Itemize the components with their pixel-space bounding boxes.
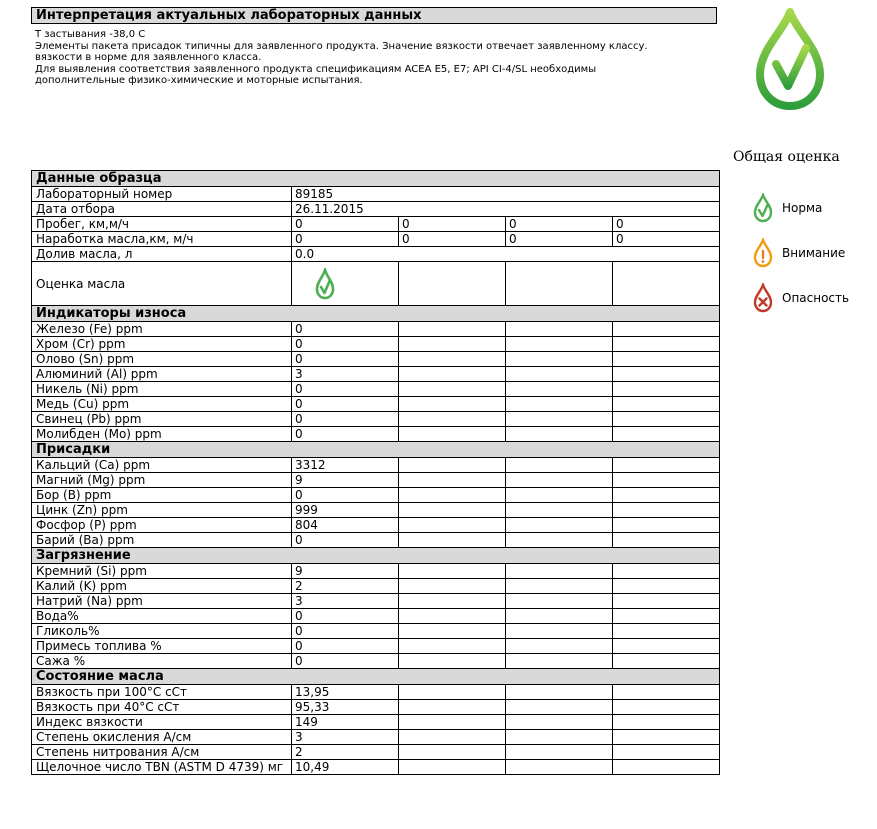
row-value: 804 <box>292 518 399 533</box>
empty-cell <box>506 473 613 488</box>
table-row <box>32 639 720 654</box>
empty-cell <box>399 533 506 548</box>
report-title: Интерпретация актуальных лабораторных данных <box>31 7 717 24</box>
empty-cell <box>506 427 613 442</box>
empty-cell <box>613 352 720 367</box>
interpretation-line: дополнительные физико-химические и моторные испытания. <box>35 75 363 86</box>
table-row <box>32 427 720 442</box>
empty-cell <box>506 352 613 367</box>
check-drop-icon <box>752 8 828 110</box>
table-row <box>32 760 720 775</box>
empty-cell <box>399 382 506 397</box>
legend-item-danger <box>752 283 849 313</box>
row-label: Алюминий (Al) ppm <box>32 367 292 382</box>
row-label: Хром (Cr) ppm <box>32 337 292 352</box>
interpretation-line: Т застывания -38,0 С <box>35 29 146 40</box>
empty-cell <box>506 579 613 594</box>
table-row <box>32 609 720 624</box>
legend-item-norm <box>752 193 822 223</box>
table-row <box>32 382 720 397</box>
row-value: 2 <box>292 579 399 594</box>
check-drop-icon <box>314 268 336 300</box>
legend-label: Внимание <box>782 246 846 260</box>
section-header-sample <box>32 171 720 187</box>
row-value: 3 <box>292 730 399 745</box>
empty-cell <box>613 337 720 352</box>
overall-rating-title: Общая оценка <box>733 149 840 165</box>
empty-cell <box>613 715 720 730</box>
legend-item-warning <box>752 238 845 268</box>
empty-cell <box>613 412 720 427</box>
empty-cell <box>506 382 613 397</box>
empty-cell <box>399 624 506 639</box>
row-value: 0 <box>613 217 720 232</box>
table-row <box>32 367 720 382</box>
table-row <box>32 397 720 412</box>
empty-cell <box>506 730 613 745</box>
empty-cell <box>399 367 506 382</box>
row-label: Никель (Ni) ppm <box>32 382 292 397</box>
table-row <box>32 564 720 579</box>
row-label: Свинец (Pb) ppm <box>32 412 292 427</box>
row-label: Магний (Mg) ppm <box>32 473 292 488</box>
empty-cell <box>506 700 613 715</box>
empty-cell <box>613 639 720 654</box>
empty-cell <box>506 518 613 533</box>
row-value: 3 <box>292 367 399 382</box>
empty-cell <box>613 730 720 745</box>
row-label: Натрий (Na) ppm <box>32 594 292 609</box>
row-label: Дата отбора <box>32 202 292 217</box>
row-label: Сажа % <box>32 654 292 669</box>
empty-cell <box>399 700 506 715</box>
interpretation-line: вязкости в норме для заявленного класса. <box>35 52 262 63</box>
table-row <box>32 337 720 352</box>
row-value: 0 <box>292 609 399 624</box>
empty-cell <box>613 367 720 382</box>
empty-cell <box>506 458 613 473</box>
table-row <box>32 202 720 217</box>
empty-cell <box>399 397 506 412</box>
empty-cell <box>613 685 720 700</box>
section-header-wear <box>32 306 720 322</box>
row-value: 999 <box>292 503 399 518</box>
empty-cell <box>506 639 613 654</box>
row-value: 9 <box>292 564 399 579</box>
section-header-oil-condition <box>32 669 720 685</box>
row-label: Железо (Fe) ppm <box>32 322 292 337</box>
empty-cell <box>506 594 613 609</box>
table-row <box>32 247 720 262</box>
empty-cell <box>399 352 506 367</box>
empty-cell <box>399 503 506 518</box>
table-row <box>32 579 720 594</box>
table-row <box>32 352 720 367</box>
section-title: Присадки <box>32 442 720 458</box>
table-row <box>32 473 720 488</box>
empty-cell <box>399 473 506 488</box>
section-header-additives <box>32 442 720 458</box>
empty-cell <box>506 397 613 412</box>
legend-label: Норма <box>782 201 823 215</box>
empty-cell <box>613 594 720 609</box>
row-value: 149 <box>292 715 399 730</box>
empty-cell <box>506 654 613 669</box>
row-value: 0 <box>292 322 399 337</box>
empty-cell <box>506 262 613 306</box>
row-value: 3 <box>292 594 399 609</box>
empty-cell <box>399 730 506 745</box>
empty-cell <box>613 397 720 412</box>
empty-cell <box>613 700 720 715</box>
empty-cell <box>399 745 506 760</box>
table-row <box>32 232 720 247</box>
row-value: 0 <box>399 232 506 247</box>
empty-cell <box>399 337 506 352</box>
empty-cell <box>613 382 720 397</box>
section-header-contamination <box>32 548 720 564</box>
row-value: 0 <box>292 217 399 232</box>
empty-cell <box>399 262 506 306</box>
row-value: 0 <box>506 232 613 247</box>
row-label: Цинк (Zn) ppm <box>32 503 292 518</box>
empty-cell <box>506 322 613 337</box>
empty-cell <box>613 488 720 503</box>
table-row <box>32 715 720 730</box>
empty-cell <box>613 533 720 548</box>
empty-cell <box>506 745 613 760</box>
section-title: Индикаторы износа <box>32 306 720 322</box>
row-label: Щелочное число TBN (ASTM D 4739) мг <box>32 760 292 775</box>
warning-drop-icon <box>752 238 774 268</box>
empty-cell <box>506 533 613 548</box>
row-value: 0 <box>292 624 399 639</box>
table-row <box>32 503 720 518</box>
row-label: Фосфор (P) ppm <box>32 518 292 533</box>
empty-cell <box>399 715 506 730</box>
legend-label: Опасность <box>782 291 850 305</box>
row-label: Кремний (Si) ppm <box>32 564 292 579</box>
table-row-oil-rating <box>32 262 720 306</box>
table-row <box>32 458 720 473</box>
table-row <box>32 518 720 533</box>
table-row <box>32 217 720 232</box>
table-row <box>32 654 720 669</box>
empty-cell <box>506 337 613 352</box>
section-title: Данные образца <box>32 171 720 187</box>
row-label: Лабораторный номер <box>32 187 292 202</box>
empty-cell <box>613 654 720 669</box>
row-label: Вода% <box>32 609 292 624</box>
interpretation-line: Для выявления соответствия заявленного продукта спецификациям ACEA E5, E7; API CI-4/SL необходимы <box>35 63 597 75</box>
interpretation-line: Элементы пакета присадок типичны для заявленного продукта. Значение вязкости отвечает заявленному классу. <box>35 40 648 52</box>
row-value: 0 <box>292 533 399 548</box>
empty-cell <box>613 473 720 488</box>
row-value: 3312 <box>292 458 399 473</box>
row-label: Бор (B) ppm <box>32 488 292 503</box>
row-value: 0 <box>292 488 399 503</box>
empty-cell <box>399 579 506 594</box>
empty-cell <box>399 609 506 624</box>
row-label: Степень окисления А/см <box>32 730 292 745</box>
row-label: Олово (Sn) ppm <box>32 352 292 367</box>
table-row <box>32 685 720 700</box>
row-label: Барий (Ba) ppm <box>32 533 292 548</box>
row-value: 0.0 <box>292 247 720 262</box>
row-value: 26.11.2015 <box>292 202 720 217</box>
interpretation-text <box>35 29 715 87</box>
table-row <box>32 624 720 639</box>
empty-cell <box>399 685 506 700</box>
row-value: 0 <box>292 654 399 669</box>
empty-cell <box>506 685 613 700</box>
table-row <box>32 700 720 715</box>
empty-cell <box>399 412 506 427</box>
table-row <box>32 322 720 337</box>
row-label: Пробег, км,м/ч <box>32 217 292 232</box>
empty-cell <box>613 518 720 533</box>
row-value: 0 <box>506 217 613 232</box>
row-label: Гликоль% <box>32 624 292 639</box>
row-value: 2 <box>292 745 399 760</box>
row-value: 0 <box>292 232 399 247</box>
row-label: Калий (K) ppm <box>32 579 292 594</box>
empty-cell <box>613 745 720 760</box>
empty-cell <box>399 594 506 609</box>
empty-cell <box>506 609 613 624</box>
row-label: Вязкость при 40°С сСт <box>32 700 292 715</box>
empty-cell <box>613 503 720 518</box>
row-label: Степень нитрования А/см <box>32 745 292 760</box>
row-label: Вязкость при 100°С сСт <box>32 685 292 700</box>
row-value: 89185 <box>292 187 720 202</box>
row-value: 0 <box>292 397 399 412</box>
row-value: 10,49 <box>292 760 399 775</box>
row-label: Медь (Cu) ppm <box>32 397 292 412</box>
row-label: Оценка масла <box>32 262 292 306</box>
table-row <box>32 730 720 745</box>
table-row <box>32 594 720 609</box>
row-value: 0 <box>292 382 399 397</box>
empty-cell <box>613 624 720 639</box>
empty-cell <box>613 458 720 473</box>
empty-cell <box>399 639 506 654</box>
section-title: Загрязнение <box>32 548 720 564</box>
empty-cell <box>613 262 720 306</box>
empty-cell <box>613 427 720 442</box>
table-row <box>32 533 720 548</box>
row-value: 0 <box>292 412 399 427</box>
empty-cell <box>399 322 506 337</box>
row-label: Долив масла, л <box>32 247 292 262</box>
empty-cell <box>613 609 720 624</box>
empty-cell <box>613 579 720 594</box>
empty-cell <box>506 624 613 639</box>
row-value: 0 <box>292 427 399 442</box>
table-row <box>32 488 720 503</box>
row-value: 0 <box>292 352 399 367</box>
section-title: Состояние масла <box>32 669 720 685</box>
check-drop-icon <box>752 193 774 223</box>
empty-cell <box>506 412 613 427</box>
empty-cell <box>399 760 506 775</box>
empty-cell <box>399 518 506 533</box>
empty-cell <box>399 488 506 503</box>
row-value: 0 <box>292 639 399 654</box>
empty-cell <box>506 503 613 518</box>
row-value: 95,33 <box>292 700 399 715</box>
table-row <box>32 187 720 202</box>
empty-cell <box>399 458 506 473</box>
empty-cell <box>613 564 720 579</box>
row-label: Молибден (Mo) ppm <box>32 427 292 442</box>
row-value: 9 <box>292 473 399 488</box>
lab-results-table <box>31 170 720 775</box>
row-label: Примесь топлива % <box>32 639 292 654</box>
row-value: 0 <box>292 337 399 352</box>
row-label: Индекс вязкости <box>32 715 292 730</box>
empty-cell <box>506 564 613 579</box>
table-row <box>32 745 720 760</box>
rating-cell <box>292 262 399 306</box>
table-row <box>32 412 720 427</box>
row-value: 0 <box>613 232 720 247</box>
empty-cell <box>399 427 506 442</box>
empty-cell <box>399 654 506 669</box>
empty-cell <box>506 367 613 382</box>
empty-cell <box>506 488 613 503</box>
row-label: Кальций (Ca) ppm <box>32 458 292 473</box>
danger-drop-icon <box>752 283 774 313</box>
empty-cell <box>399 564 506 579</box>
empty-cell <box>613 760 720 775</box>
row-value: 0 <box>399 217 506 232</box>
row-label: Наработка масла,км, м/ч <box>32 232 292 247</box>
empty-cell <box>506 760 613 775</box>
empty-cell <box>506 715 613 730</box>
row-value: 13,95 <box>292 685 399 700</box>
empty-cell <box>613 322 720 337</box>
